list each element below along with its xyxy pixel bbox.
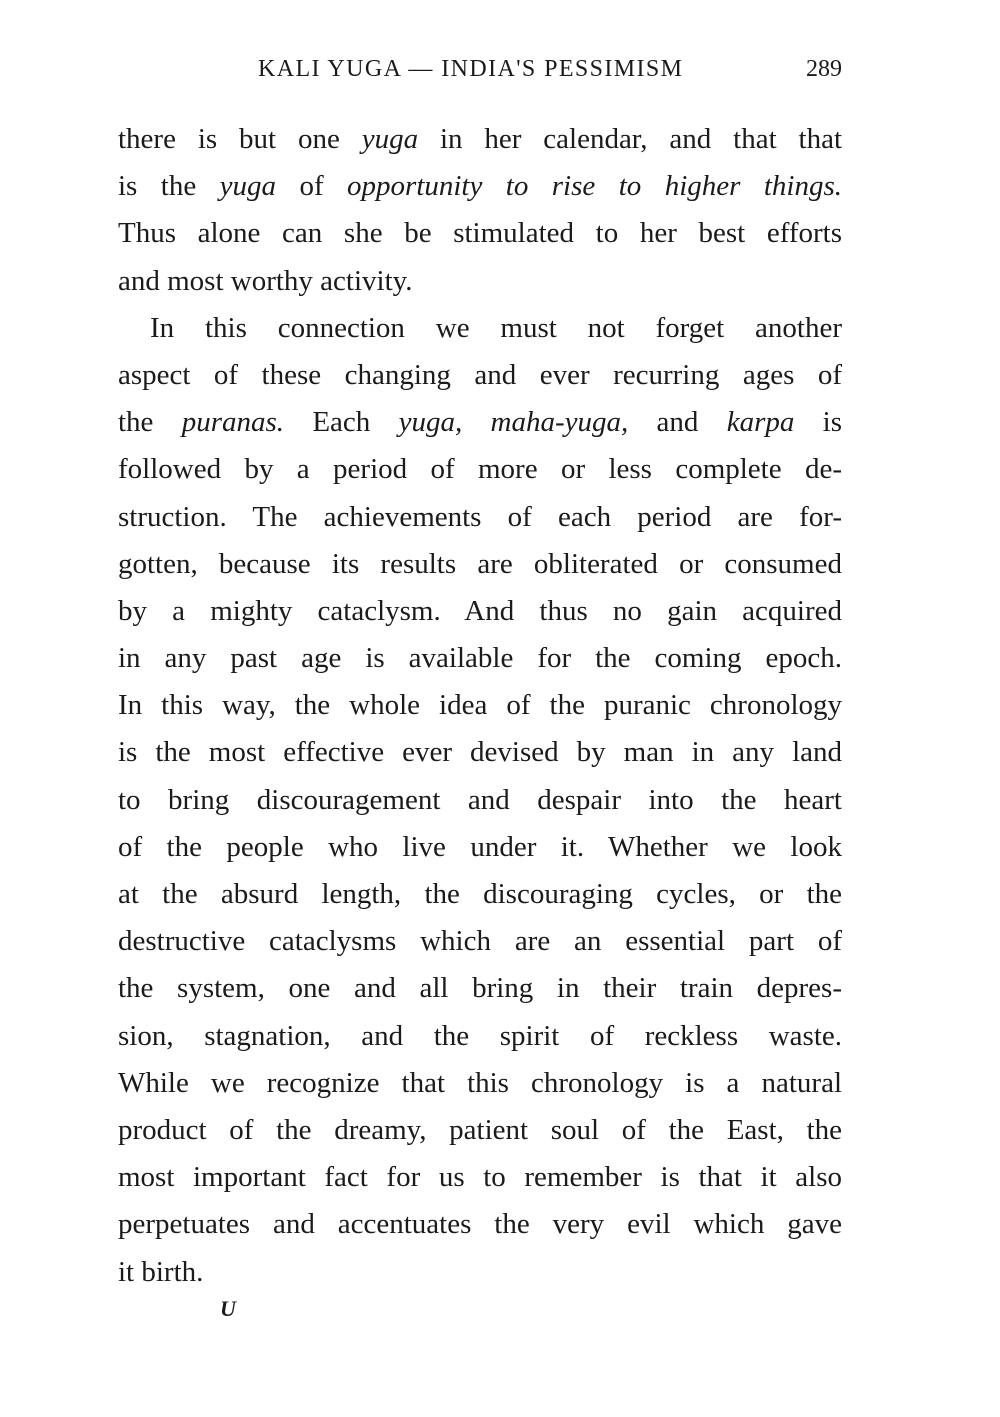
text-line (118, 918, 842, 965)
text-line (118, 1060, 842, 1107)
text-line (118, 305, 842, 352)
text-line (118, 588, 842, 635)
signature-mark: U (220, 1296, 236, 1321)
text-segment: of (276, 170, 348, 203)
text-line (118, 635, 842, 682)
text-line (118, 1201, 842, 1248)
text-segment: by a mighty cataclysm. And thus no gain acquired (118, 594, 842, 627)
text-segment: at the absurd length, the discouraging cycles, or the (118, 878, 842, 910)
text-line (118, 210, 842, 257)
text-line (118, 682, 842, 729)
text-segment: aspect of these changing and ever recurring ages of (118, 358, 842, 391)
text-segment: In this connection we must not forget another (150, 311, 842, 344)
text-segment: the system, one and all bring in their train depres- (118, 972, 842, 1005)
italic-text: opportunity to rise to higher things. (347, 170, 842, 203)
italic-text: karpa (726, 406, 795, 439)
text-segment: to bring discouragement and despair into the heart (118, 783, 842, 816)
italic-text: maha-yuga, (490, 406, 629, 439)
text-line (118, 1107, 842, 1154)
italic-text: yuga (361, 123, 419, 155)
text-line (118, 258, 842, 305)
page-number: 289 (806, 56, 842, 82)
text-segment: and most worthy activity. (118, 264, 413, 297)
text-line (118, 1013, 842, 1060)
text-segment: there is but one (118, 123, 362, 155)
text-line (118, 163, 842, 210)
text-segment: it birth. (118, 1255, 204, 1288)
italic-text: yuga (219, 170, 277, 203)
text-line (118, 871, 842, 918)
text-line (118, 116, 842, 163)
text-line (118, 824, 842, 871)
text-line (118, 1154, 842, 1201)
text-segment: most important fact for us to remember is that it also (118, 1161, 842, 1194)
text-segment: destructive cataclysms which are an essential part of (118, 925, 842, 958)
text-segment: followed by a period of more or less complete de- (118, 453, 842, 486)
text-line (118, 965, 842, 1012)
text-segment: product of the dreamy, patient soul of the East, the (118, 1113, 842, 1146)
italic-text: puranas. (181, 406, 285, 439)
running-title: KALI YUGA — INDIA'S PESSIMISM (258, 56, 684, 82)
text-line (118, 729, 842, 776)
text-line (118, 399, 842, 446)
text-line (118, 446, 842, 493)
text-segment: of the people who live under it. Whether we look (118, 830, 842, 863)
text-line (118, 1249, 842, 1296)
text-segment: is the most effective ever devised by man in any land (118, 736, 842, 769)
text-segment: and (628, 406, 727, 439)
text-segment (462, 406, 490, 438)
text-segment: is the (118, 170, 220, 203)
text-segment: Thus alone can she be stimulated to her best efforts (118, 217, 842, 250)
text-segment: perpetuates and accentuates the very evil which gave (118, 1208, 842, 1241)
text-segment: is (794, 406, 842, 439)
text-line (118, 494, 842, 541)
text-segment: In this way, the whole idea of the puranic chronology (118, 689, 842, 722)
text-line (118, 352, 842, 399)
text-segment: While we recognize that this chronology is a natural (118, 1066, 842, 1099)
italic-text: yuga, (398, 406, 463, 439)
text-line (118, 541, 842, 588)
text-segment: Each (284, 406, 399, 439)
text-segment: gotten, because its results are obliterated or consumed (118, 547, 842, 580)
text-segment: sion, stagnation, and the spirit of reckless waste. (118, 1019, 842, 1052)
text-segment: the (118, 406, 182, 439)
text-segment: struction. The achievements of each period are for- (118, 500, 842, 533)
text-line (118, 777, 842, 824)
running-head (118, 56, 842, 90)
body-text (118, 116, 842, 1296)
text-segment: in her calendar, and that that (418, 123, 842, 155)
text-segment: in any past age is available for the coming epoch. (118, 642, 842, 675)
